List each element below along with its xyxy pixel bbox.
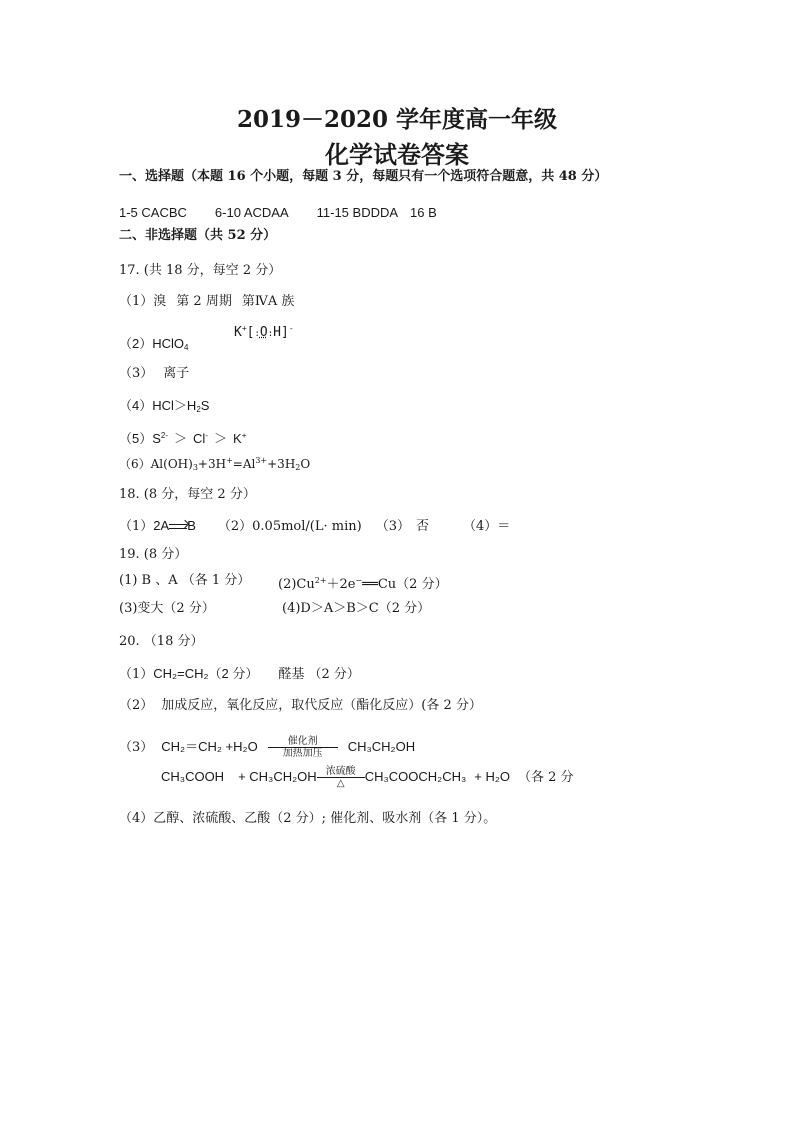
lewis-close-bracket: ] [280, 325, 289, 340]
q17-4-right: H [186, 398, 197, 413]
q18-2-text: 0.05mol/(L· min) [252, 519, 362, 534]
lewis-hydrogen: H [273, 325, 281, 340]
title-subject: 化学试卷答案 [325, 140, 469, 169]
q17-5-cl-charge: - [205, 431, 208, 440]
q17-4-right-sub: 2 [196, 405, 201, 414]
q19-answer-1: (1) B 、A （各 1 分） [119, 573, 251, 588]
q19-header: 19. (8 分） [119, 547, 188, 562]
q17-answer-2 [119, 335, 188, 357]
q20-3-eq2-below: △ [336, 778, 345, 789]
lewis-structure [234, 320, 294, 343]
q17-4-op: ＞ [173, 398, 187, 413]
q20-3-eq1-below: 加热加压 [282, 748, 323, 759]
q17-5-s-charge: 2- [160, 431, 169, 440]
lewis-dots-right: : [267, 329, 274, 339]
q17-3-num: （3） [119, 366, 154, 381]
q17-answer-6 [119, 452, 310, 477]
q17-1-group: 第ⅣA 族 [241, 294, 295, 309]
q17-6-tail: +3H [267, 457, 296, 471]
q17-6-eq: =Al [232, 457, 256, 471]
q20-header: 20. （18 分） [119, 634, 204, 649]
q20-2-text: 加成反应，氧化反应，取代反应（酯化反应）(各 2 分） [161, 698, 482, 713]
q20-3-eq2-right: CH₃COOCH₂CH₃ [364, 768, 467, 784]
q20-3-eq2-tail: + H₂O [474, 768, 511, 784]
q17-1-element: 溴 [153, 294, 167, 309]
q19-answer-4: (4)D＞A＞B＞C（2 分） [282, 601, 431, 616]
mcq-answer-6-10: 6-10 ACDAA [214, 205, 289, 220]
section2-heading: 二、非选择题（共 52 分） [119, 228, 277, 243]
q17-6-al-charge: 3+ [255, 456, 268, 465]
q17-5-num: （5） [119, 431, 153, 446]
lewis-anion-charge: - [288, 324, 294, 333]
q20-4-num: （4） [119, 811, 154, 826]
q20-answer-2 [119, 697, 482, 715]
q17-4-right-tail: S [200, 398, 210, 413]
equilibrium-arrow-icon [169, 522, 187, 532]
q19-2-charge: 2+ [314, 576, 327, 585]
mcq-answer-16: 16 B [410, 205, 437, 220]
q17-4-num: （4） [119, 398, 153, 413]
q20-answer-4 [119, 810, 496, 828]
mcq-answers [119, 204, 437, 222]
q17-3-text: 离子 [163, 366, 190, 381]
q18-2-num: （2） [217, 519, 253, 534]
q17-2-num: （2） [119, 336, 153, 351]
q17-5-s: S [152, 431, 161, 446]
q19-2-post: ══Cu（2 分） [362, 577, 448, 592]
q20-3-eq2-score: （各 2 分 [518, 769, 574, 785]
lewis-cation-charge: + [241, 324, 247, 333]
q17-6-al-sub: 3 [192, 463, 198, 472]
q17-answer-4 [119, 397, 209, 419]
q20-2-num: （2） [119, 698, 154, 713]
q17-1-period: 第 2 周期 [176, 294, 232, 309]
q17-5-k: K [233, 431, 242, 446]
q20-1-formula: CH₂=CH₂（2 分） [153, 666, 259, 681]
q17-5-op1: ＞ [174, 431, 188, 446]
q20-3-eq2-arrow [317, 766, 365, 789]
q20-3-eq2-left: CH₃COOH [161, 768, 225, 784]
q18-answers [119, 517, 510, 536]
q18-1-right: B [187, 518, 196, 533]
q20-3-eq2-above: 浓硫酸 [325, 766, 356, 777]
q18-3-text: 否 [415, 519, 429, 534]
lewis-cation: K [234, 325, 242, 340]
q17-6-tail-end: O [300, 457, 311, 471]
title-year: 2019－2020 学年度高一年级 [236, 106, 558, 133]
section1-heading: 一、选择题（本题 16 个小题，每题 3 分，每题只有一个选项符合题意，共 48 分） [119, 169, 608, 184]
q18-1-num: （1） [119, 519, 154, 534]
q20-answer-3-line1 [119, 736, 415, 759]
q17-6-al: Al(OH) [150, 457, 193, 471]
q17-4-left: HCl [152, 398, 174, 413]
q18-4-num: （4） [462, 519, 498, 534]
q17-5-k-charge: + [241, 431, 247, 440]
q20-3-eq2-mid: + CH₃CH₂OH [238, 768, 317, 784]
mcq-answer-1-5: 1-5 CACBC [119, 205, 187, 220]
q18-header: 18. (8 分，每空 2 分） [119, 487, 256, 502]
mcq-answer-11-15: 11-15 BDDDA [316, 205, 399, 220]
q20-3-eq1-left: CH₂＝CH₂ +H₂O [161, 739, 258, 754]
q17-6-plus: +3H [197, 457, 227, 471]
q17-6-h-charge: + [226, 456, 233, 465]
q17-6-num: （6） [119, 457, 151, 471]
q20-4-text: 乙醇、浓硫酸、乙酸（2 分）; 催化剂、吸水剂（各 1 分）。 [153, 811, 497, 826]
q18-1-left: 2A [153, 518, 170, 533]
q19-2-mid: ＋2e [326, 577, 356, 592]
q20-3-eq1-arrow [268, 736, 338, 759]
q18-3-num: （3） [375, 519, 410, 534]
q20-answer-1 [119, 665, 360, 684]
q17-2-sub: 4 [184, 343, 189, 352]
q17-1-num: （1） [119, 294, 154, 309]
lewis-open-bracket: [ [246, 325, 255, 340]
q17-6-tail-sub: 2 [295, 463, 301, 472]
q19-answer-3: (3)变大（2 分） [119, 601, 215, 616]
q17-answer-3 [119, 365, 189, 383]
q20-3-num: （3） [119, 740, 154, 755]
lewis-oxygen: O [259, 325, 268, 340]
q20-answer-3-line2 [161, 766, 574, 789]
q19-2-echarge: − [355, 576, 363, 585]
q17-5-op2: ＞ [214, 431, 228, 446]
q17-answer-1 [119, 293, 294, 311]
q20-3-eq1-right: CH₃CH₂OH [347, 739, 416, 754]
q19-answer-2 [278, 572, 448, 594]
q20-1-group: 醛基 （2 分） [278, 667, 360, 682]
q18-4-text: ＝ [497, 519, 511, 534]
q20-1-num: （1） [119, 667, 154, 682]
q19-2-pre: (2)Cu [278, 577, 315, 592]
q20-3-eq1-above: 催化剂 [287, 736, 318, 747]
q17-header: 17. (共 18 分，每空 2 分） [119, 263, 282, 278]
lewis-dots-left: : [254, 329, 260, 339]
q17-answer-5 [119, 427, 246, 448]
q17-5-cl: Cl [193, 431, 206, 446]
q17-2-formula: HClO [152, 336, 185, 351]
